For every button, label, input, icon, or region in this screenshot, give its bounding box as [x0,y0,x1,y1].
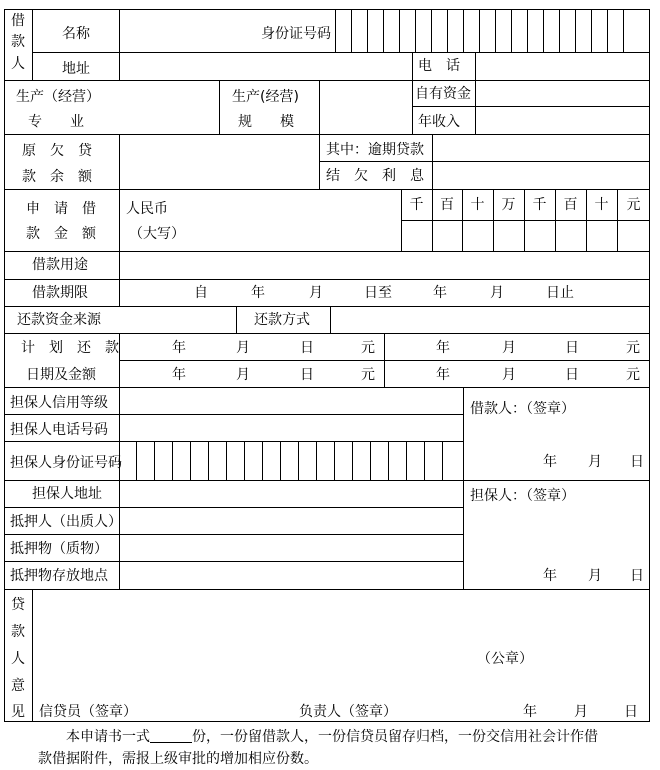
plan1-year: 年 [172,340,186,356]
rule [4,189,650,190]
rule [119,333,120,387]
borrower-sign-day: 日 [630,454,644,470]
responsible-person-label: 负责人（签章） [299,704,397,720]
rule [475,52,476,134]
id-box-rule [298,441,299,480]
storage-label: 抵押物存放地点 [10,568,108,584]
term-label: 借款期限 [32,285,88,301]
plan4-year: 年 [436,367,450,383]
collateral-label: 抵押物（质物） [10,541,108,557]
digit-ten-thousand: 万 [501,197,516,213]
id-box-rule [316,441,317,480]
plan-label-1: 计 划 还 款 [21,340,119,356]
lender-sign-month: 月 [574,704,588,720]
id-box-rule [262,441,263,480]
id-box-rule [495,9,496,52]
footer-line-2: 款借据附件，需报上级审批的增加相应份数。 [38,751,318,767]
rmb-label: 人民币 [126,201,168,217]
repay-method-label: 还款方式 [254,312,310,328]
rule [219,80,220,134]
border-top [4,9,650,10]
borrower-group-label-1: 借 [11,13,25,29]
id-number-label: 身份证号码 [261,26,331,42]
guarantor-credit-label: 担保人信用等级 [10,395,108,411]
plan3-day: 日 [300,367,314,383]
id-box-rule [172,441,173,480]
guarantor-sign-day: 日 [630,568,644,584]
plan3-month: 月 [236,367,250,383]
rule [32,9,33,80]
id-box-rule [415,9,416,52]
rule [401,220,650,221]
id-box-rule [367,9,368,52]
id-box-rule [154,441,155,480]
id-box-rule [399,9,400,52]
plan2-month: 月 [502,340,516,356]
id-box-rule [447,9,448,52]
guarantor-sign-month: 月 [588,568,602,584]
term-month-2: 月 [490,285,504,301]
borrower-group-label-3: 人 [11,56,25,72]
term-year-2: 年 [433,285,447,301]
lender-label-2: 款 [11,624,25,640]
id-box-rule [351,9,352,52]
pledgor-label: 抵押人（出质人） [10,514,122,530]
name-label: 名称 [62,26,90,42]
digit-thousand: 千 [409,197,424,213]
own-funds-label: 自有资金 [415,86,471,102]
border-left [4,9,5,722]
guarantor-phone-label: 担保人电话号码 [10,422,108,438]
amount-label-1: 申 请 借 [26,201,96,217]
borrower-sign-year: 年 [543,454,557,470]
scale-label: 规 模 [238,114,294,130]
rule [119,134,120,306]
rule [4,534,463,535]
address-label: 地址 [62,61,90,77]
specialty-label: 专 业 [28,114,84,130]
rule [463,387,464,589]
rule [4,251,650,252]
purpose-label: 借款用途 [32,257,88,273]
term-from: 自 [194,285,208,301]
footer-part-1: 本申请书一式 [66,729,150,745]
term-year-1: 年 [251,285,265,301]
rule [319,80,320,134]
digit-yuan: 元 [626,197,641,213]
id-box-rule [559,9,560,52]
capital-label: （大写） [129,226,185,242]
lender-label-4: 意 [11,678,25,694]
plan4-yuan: 元 [626,367,640,383]
guarantor-signature-label: 担保人：（签章） [470,488,575,504]
border-bottom [4,721,650,722]
id-box-rule [575,9,576,52]
guarantor-sign-year: 年 [543,568,557,584]
id-box-rule [591,9,592,52]
rule [4,80,650,81]
id-box-rule [244,441,245,480]
id-box-rule [208,441,209,480]
borrower-group-label-2: 款 [11,34,25,50]
rule [4,414,463,415]
id-box-rule [383,9,384,52]
rule [4,134,650,135]
rule [4,589,650,590]
borrower-sign-month: 月 [588,454,602,470]
plan3-yuan: 元 [361,367,375,383]
rule [4,441,463,442]
rule [384,333,385,387]
rule [32,52,650,53]
rule [4,279,650,280]
rule [119,9,120,80]
rule [319,161,650,162]
id-box-rule [226,441,227,480]
guarantor-id-label: 担保人身份证号码 [10,455,122,471]
id-box-rule [388,441,389,480]
phone-label: 电 话 [418,58,460,74]
id-box-rule [607,9,608,52]
digit-hundred-2: 百 [563,197,578,213]
plan2-year: 年 [436,340,450,356]
id-box-rule [424,441,425,480]
id-box-rule [479,9,480,52]
plan-label-2: 日期及金额 [26,367,96,383]
id-box-rule [280,441,281,480]
term-day-end: 日止 [546,285,574,301]
lender-sign-day: 日 [624,704,638,720]
lender-label-3: 人 [11,651,25,667]
borrower-signature-label: 借款人：（签章） [470,401,575,417]
term-month-1: 月 [309,285,323,301]
id-box-rule [442,441,443,480]
balance-label-2: 款 余 额 [22,169,92,185]
id-box-rule [463,9,464,52]
rule [4,507,463,508]
rule [32,589,33,722]
id-box-rule [190,441,191,480]
id-box-rule [136,441,137,480]
lender-label-1: 贷 [11,597,25,613]
rule [319,134,320,189]
plan4-day: 日 [565,367,579,383]
rule [412,106,650,107]
term-day-to: 日至 [364,285,392,301]
border-right [649,9,650,722]
id-box-rule [543,9,544,52]
rule [4,561,463,562]
rule [4,480,650,481]
plan3-year: 年 [172,367,186,383]
plan1-day: 日 [300,340,314,356]
rule [236,306,237,333]
footer-note [10,726,650,770]
id-box-rule [335,9,336,52]
production-scale-label: 生产(经营) [232,89,299,105]
id-box-rule [334,441,335,480]
id-box-rule [352,441,353,480]
id-box-rule [623,9,624,52]
digit-thousand-2: 千 [532,197,547,213]
interest-label: 结 欠 利 息 [326,168,424,184]
guarantor-address-label: 担保人地址 [32,486,102,502]
lender-label-5: 见 [11,704,25,720]
repay-source-label: 还款资金来源 [17,312,101,328]
id-box-rule [406,441,407,480]
rule [119,387,120,589]
footer-line-1 [10,726,650,748]
plan2-yuan: 元 [626,340,640,356]
official-seal-label: （公章） [477,651,533,667]
plan1-yuan: 元 [361,340,375,356]
rule [330,306,331,333]
rule [432,134,433,189]
loan-officer-label: 信贷员（签章） [39,704,137,720]
loan-application-form [4,9,650,722]
plan4-month: 月 [502,367,516,383]
plan2-day: 日 [565,340,579,356]
id-box-rule [511,9,512,52]
production-label: 生产（经营） [16,89,100,105]
id-box-rule [370,441,371,480]
copies-blank[interactable] [150,728,192,743]
rule [4,333,650,334]
rule [412,52,413,134]
lender-sign-year: 年 [523,704,537,720]
id-box-rule [431,9,432,52]
digit-ten-2: 十 [594,197,609,213]
annual-income-label: 年收入 [418,114,460,130]
rule [4,387,650,388]
plan1-month: 月 [236,340,250,356]
rule [4,306,650,307]
footer-part-2: 份，一份留借款人，一份信贷员留存归档，一份交信用社会计作借 [192,729,598,745]
balance-label-1: 原 欠 贷 [22,143,92,159]
id-box-rule [527,9,528,52]
digit-hundred: 百 [440,197,454,213]
overdue-label: 其中：逾期贷款 [326,142,424,158]
digit-ten: 十 [470,197,485,213]
amount-label-2: 款 金 额 [26,226,96,242]
